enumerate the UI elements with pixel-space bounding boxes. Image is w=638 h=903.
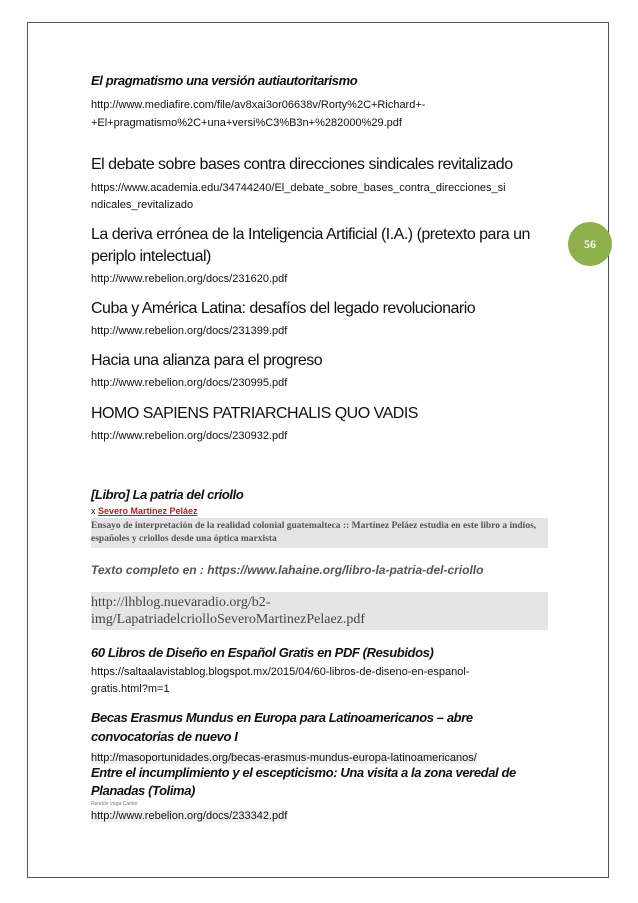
entry-url-homo-sapiens[interactable]: http://www.rebelion.org/docs/230932.pdf bbox=[91, 430, 288, 442]
entry-url-alianza[interactable]: http://www.rebelion.org/docs/230995.pdf bbox=[91, 377, 288, 389]
design-url-2[interactable]: gratis.html?m=1 bbox=[91, 683, 170, 695]
page-number-badge: 56 bbox=[568, 222, 612, 266]
entry-title-pragmatismo[interactable]: El pragmatismo una versión autiautoritarismo bbox=[91, 73, 358, 88]
entry-title-cuba[interactable]: Cuba y América Latina: desafíos del legado revolucionario bbox=[91, 300, 476, 317]
book-title[interactable]: [Libro] La patria del criollo bbox=[91, 487, 244, 502]
becas-url[interactable]: http://masoportunidades.org/becas-erasmus-mundus-europa-latinoamericanos/ bbox=[91, 752, 477, 764]
incumplimiento-author: Rendón Vega Cantor bbox=[91, 801, 138, 807]
incumplimiento-url[interactable]: http://www.rebelion.org/docs/233342.pdf bbox=[91, 810, 288, 822]
book-blog-url-2[interactable]: img/LapatriadelcriolloSeveroMartinezPelaez.pdf bbox=[91, 612, 366, 627]
entry-title-ia-1[interactable]: La deriva errónea de la Inteligencia Artificial (I.A.) (pretexto para un bbox=[91, 226, 530, 243]
book-blog-url-1[interactable]: http://lhblog.nuevaradio.org/b2- bbox=[91, 595, 271, 610]
entry-url-debate-2[interactable]: ndicales_revitalizado bbox=[91, 199, 194, 211]
design-url-1[interactable]: https://saltaalavistablog.blogspot.mx/2015/04/60-libros-de-diseno-en-espanol- bbox=[91, 666, 470, 678]
entry-title-ia-2[interactable]: periplo intelectual) bbox=[91, 248, 211, 265]
design-title[interactable]: 60 Libros de Diseño en Español Gratis en PDF (Resubidos) bbox=[91, 645, 434, 660]
entry-url-debate-1[interactable]: https://www.academia.edu/34744240/El_debate_sobre_bases_contra_direcciones_si bbox=[91, 182, 506, 194]
entry-title-homo-sapiens[interactable]: HOMO SAPIENS PATRIARCHALIS QUO VADIS bbox=[91, 405, 418, 422]
author-prefix: x bbox=[91, 506, 99, 516]
entry-title-debate[interactable]: El debate sobre bases contra direcciones sindicales revitalizado bbox=[91, 156, 513, 173]
entry-url-pragmatismo-2[interactable]: +El+pragmatismo%2C+una+versi%C3%B3n+%282000%29.pdf bbox=[91, 117, 402, 129]
entry-url-ia[interactable]: http://www.rebelion.org/docs/231620.pdf bbox=[91, 273, 288, 285]
entry-title-alianza[interactable]: Hacia una alianza para el progreso bbox=[91, 352, 323, 369]
page-border bbox=[27, 22, 609, 878]
entry-url-cuba[interactable]: http://www.rebelion.org/docs/231399.pdf bbox=[91, 325, 288, 337]
becas-title-2[interactable]: convocatorias de nuevo I bbox=[91, 729, 238, 744]
entry-url-pragmatismo-1[interactable]: http://www.mediafire.com/file/av8xai3or06638v/Rorty%2C+Richard+- bbox=[91, 99, 426, 111]
book-author-line bbox=[91, 506, 198, 516]
book-description: Ensayo de interpretación de la realidad colonial guatemalteca :: Martínez Peláez estudia en este libro a indios, españoles y criollos desde una óptica marxista bbox=[91, 518, 548, 548]
becas-title-1[interactable]: Becas Erasmus Mundus en Europa para Latinoamericanos – abre bbox=[91, 710, 473, 725]
book-blog-url[interactable] bbox=[91, 592, 548, 630]
incumplimiento-title-2[interactable]: Planadas (Tolima) bbox=[91, 783, 195, 798]
incumplimiento-title-1[interactable]: Entre el incumplimiento y el escepticismo: Una visita a la zona veredal de bbox=[91, 765, 516, 780]
book-author-link[interactable]: Severo Martínez Peláez bbox=[98, 506, 198, 516]
book-full-text-link[interactable]: Texto completo en : https://www.lahaine.org/libro-la-patria-del-criollo bbox=[91, 563, 484, 577]
